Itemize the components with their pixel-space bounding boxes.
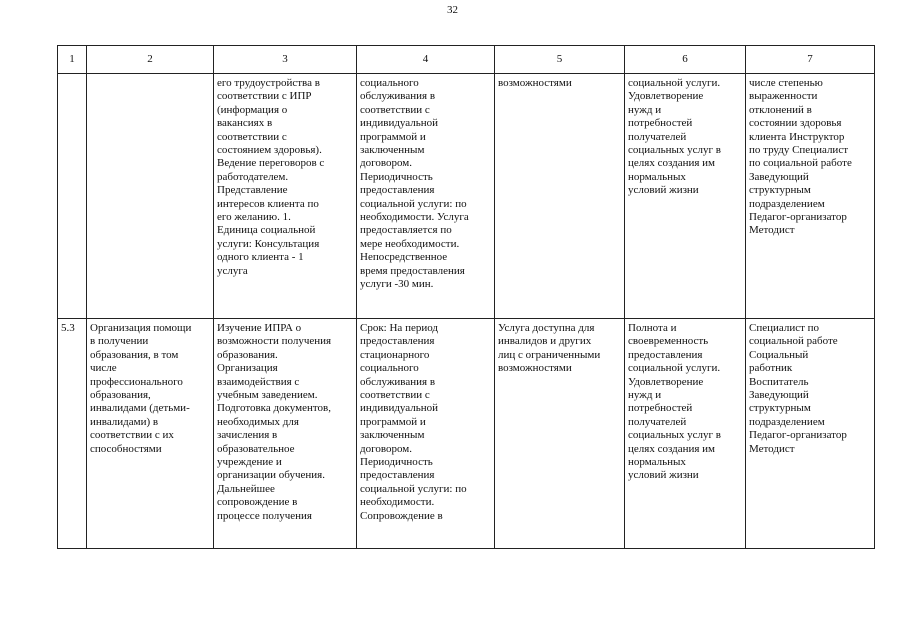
accessibility-cell: возможностями: [495, 74, 625, 319]
table-row: [58, 74, 875, 319]
quality-criteria-cell: Полнота и своевременность предоставления социальной услуги. Удовлетворение нужд и потребностей получателей социальных услуг в целях создания им нормальных условий жизни: [625, 319, 746, 549]
column-number-header: 3: [214, 46, 357, 74]
column-number-header: 4: [357, 46, 495, 74]
table-row: [58, 319, 875, 549]
column-number-header: 1: [58, 46, 87, 74]
column-number-header: 6: [625, 46, 746, 74]
table-header-row: [58, 46, 875, 74]
column-number-header: 7: [746, 46, 875, 74]
service-name-cell: Организация помощи в получении образования, в том числе профессионального образования, инвалидами (детьми- инвалидами) в соответствии с их способностями: [87, 319, 214, 549]
responsible-staff-cell: числе степенью выраженности отклонений в состоянии здоровья клиента Инструктор по труду Специалист по социальной работе Заведующий структурным подразделением Педагог-организатор Методист: [746, 74, 875, 319]
service-terms-cell: социального обслуживания в соответствии с индивидуальной программой и заключенным договором. Периодичность предоставления социальной услуги: по необходимости. Услуга предоставляется по мере необходимости. Непосредственное время предоставления услуги -30 мин.: [357, 74, 495, 319]
service-terms-cell: Срок: На период предоставления стационарного социального обслуживания в соответствии с индивидуальной программой и заключенным договором. Периодичность предоставления социальной услуги: по необходимости. Сопровождение в: [357, 319, 495, 549]
row-number-cell: [58, 74, 87, 319]
service-name-cell: [87, 74, 214, 319]
row-number-cell: 5.3: [58, 319, 87, 549]
service-description-cell: его трудоустройства в соответствии с ИПР (информация о вакансиях в соответствии с состоянием здоровья). Ведение переговоров с работодателем. Представление интересов клиента по его желанию. 1. Единица социальной услуги: Консультация одного клиента - 1 услуга: [214, 74, 357, 319]
column-number-header: 5: [495, 46, 625, 74]
services-table: [57, 45, 875, 549]
column-number-header: 2: [87, 46, 214, 74]
quality-criteria-cell: социальной услуги. Удовлетворение нужд и потребностей получателей социальных услуг в целях создания им нормальных условий жизни: [625, 74, 746, 319]
page-number: 32: [447, 4, 458, 16]
service-description-cell: Изучение ИПРА о возможности получения образования. Организация взаимодействия с учебным заведением. Подготовка документов, необходимых для зачисления в образовательное учреждение и организации обучения. Дальнейшее сопровождение в процессе получения: [214, 319, 357, 549]
accessibility-cell: Услуга доступна для инвалидов и других лиц с ограниченными возможностями: [495, 319, 625, 549]
responsible-staff-cell: Специалист по социальной работе Социальный работник Воспитатель Заведующий структурным подразделением Педагог-организатор Методист: [746, 319, 875, 549]
